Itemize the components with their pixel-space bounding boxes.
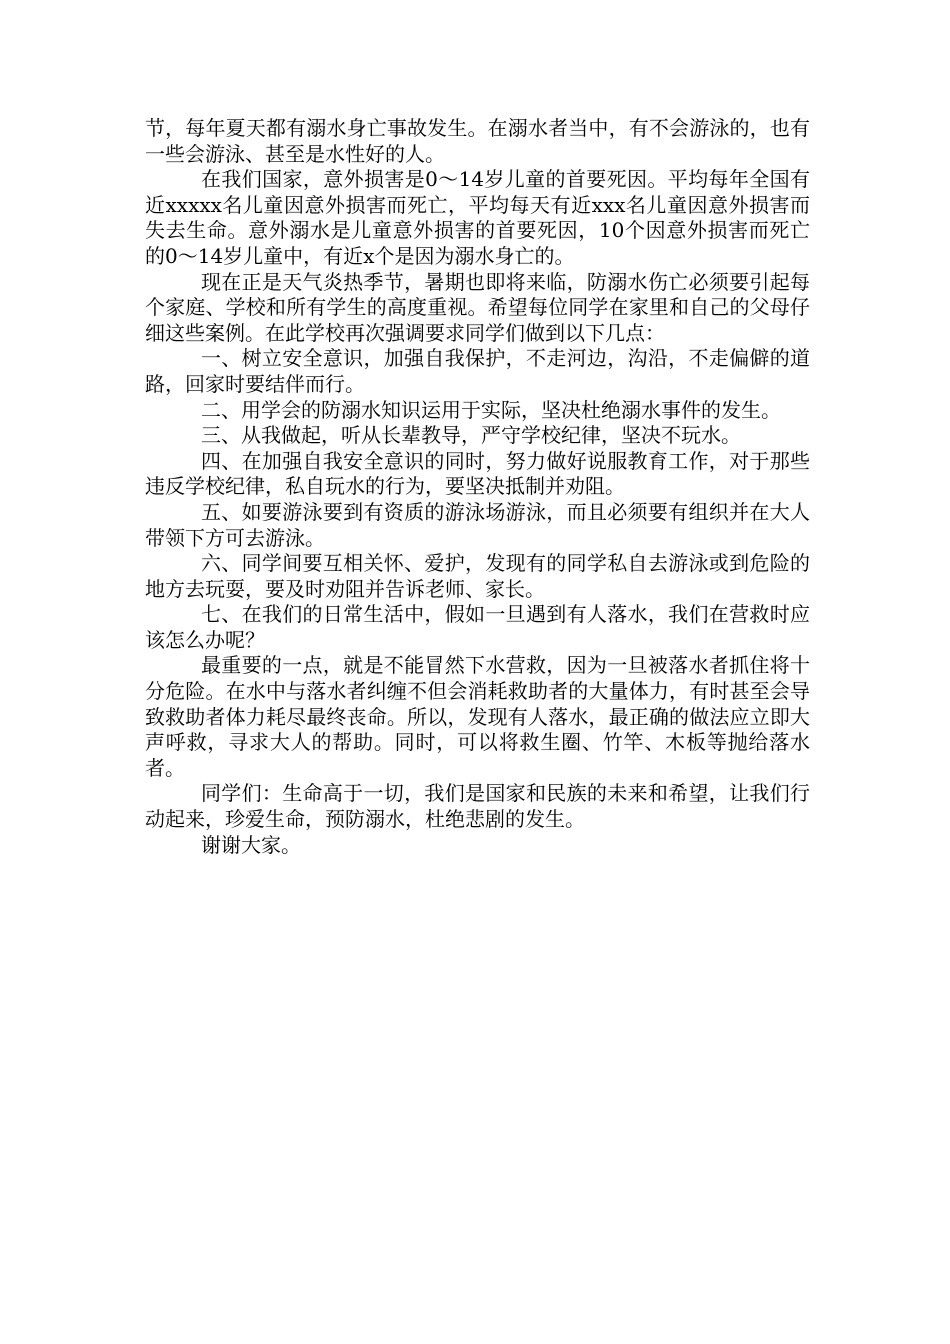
paragraph-thanks: 谢谢大家。 <box>201 832 301 857</box>
paragraph-statistics: 在我们国家，意外损害是0～14岁儿童的首要死因。平均每年全国有近xxxxx名儿童因意外损害而死亡，平均每天有近xxx名儿童因意外损害而失去生命。意外溺水是儿童意外损害的首要死因，10个因意外损害而死亡的0～14岁儿童中，有近x个是因为溺水身亡的。 <box>145 167 810 268</box>
paragraph-point-2: 二、用学会的防溺水知识运用于实际，坚决杜绝溺水事件的发生。 <box>201 397 781 422</box>
paragraph-continued: 节，每年夏天都有溺水身亡事故发生。在溺水者当中，有不会游泳的，也有一些会游泳、甚至是水性好的人。 <box>145 116 810 166</box>
paragraph-point-4: 四、在加强自我安全意识的同时，努力做好说服教育工作，对于那些违反学校纪律，私自玩水的行为，要坚决抵制并劝阻。 <box>145 448 810 499</box>
paragraph-season: 现在正是天气炎热季节，暑期也即将来临，防溺水伤亡必须要引起每个家庭、学校和所有学生的高度重视。希望每位同学在家里和自己的父母仔细这些案例。在此学校再次强调要求同学们做到以下几点： <box>145 269 810 345</box>
paragraph-point-5: 五、如要游泳要到有资质的游泳场游泳，而且必须要有组织并在大人带领下方可去游泳。 <box>145 499 810 550</box>
paragraph-rescue-advice: 最重要的一点，就是不能冒然下水营救，因为一旦被落水者抓住将十分危险。在水中与落水者纠缠不但会消耗救助者的大量体力，有时甚至会导致救助者体力耗尽最终丧命。所以，发现有人落水，最正确的做法应立即大声呼救，寻求大人的帮助。同时，可以将救生圈、竹竿、木板等抛给落水者。 <box>145 653 810 780</box>
paragraph-point-6: 六、同学间要互相关怀、爱护，发现有的同学私自去游泳或到危险的地方去玩耍，要及时劝阻并告诉老师、家长。 <box>145 551 810 601</box>
paragraph-closing: 同学们：生命高于一切，我们是国家和民族的未来和希望，让我们行动起来，珍爱生命，预防溺水，杜绝悲剧的发生。 <box>145 781 810 832</box>
paragraph-point-7: 七、在我们的日常生活中，假如一旦遇到有人落水，我们在营救时应该怎么办呢？ <box>145 602 810 652</box>
paragraph-point-3: 三、从我做起，听从长辈教导，严守学校纪律，坚决不玩水。 <box>201 423 741 448</box>
paragraph-point-1: 一、树立安全意识，加强自我保护，不走河边，沟沿，不走偏僻的道路，回家时要结伴而行。 <box>145 346 810 396</box>
document-body <box>145 116 810 858</box>
